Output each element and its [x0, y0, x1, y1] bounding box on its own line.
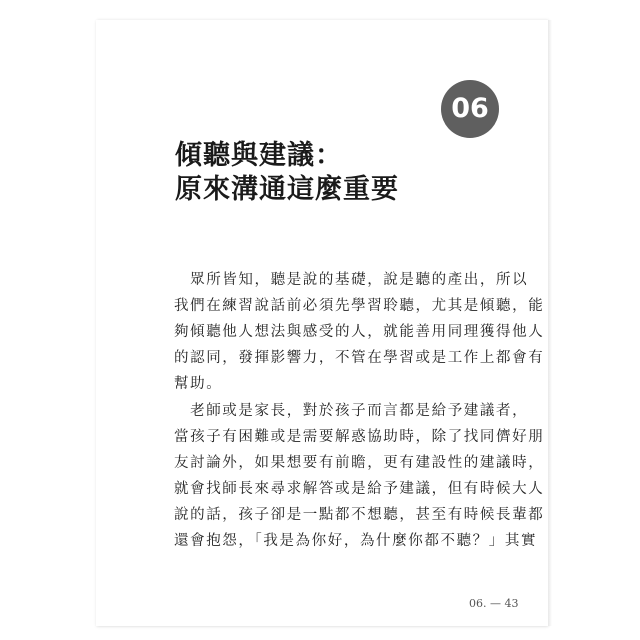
page-number: 06. — 43 — [469, 597, 519, 610]
body-text-line: 還會抱怨，「我是為你好，為什麼你都不聽？」其實 — [174, 533, 538, 549]
chapter-title-line-2: 原來溝通這麼重要 — [175, 174, 399, 205]
body-text-line: 當孩子有困難或是需要解惑協助時，除了找同儕好朋 — [174, 429, 545, 445]
body-text-line: 眾所皆知，聽是說的基礎，說是聽的產出，所以 — [174, 272, 529, 288]
chapter-title-line-1: 傾聽與建議： — [175, 140, 343, 171]
body-text-line: 的認同，發揮影響力，不管在學習或是工作上都會有 — [174, 350, 545, 366]
page-edge-shadow — [548, 20, 552, 626]
body-text-line: 我們在練習說話前必須先學習聆聽，尤其是傾聽，能 — [174, 298, 545, 314]
body-text-line: 夠傾聽他人想法與感受的人，就能善用同理獲得他人 — [174, 324, 545, 340]
body-text-line: 就會找師長來尋求解答或是給予建議，但有時候大人 — [174, 481, 545, 497]
body-text-line: 友討論外，如果想要有前瞻，更有建設性的建議時， — [174, 455, 545, 471]
body-text-line: 幫助。 — [174, 376, 223, 392]
body-text-line: 說的話，孩子卻是一點都不想聽，甚至有時候長輩都 — [174, 507, 545, 523]
chapter-number-badge: 06 — [441, 80, 499, 138]
body-text-line: 老師或是家長，對於孩子而言都是給予建議者， — [174, 403, 529, 419]
